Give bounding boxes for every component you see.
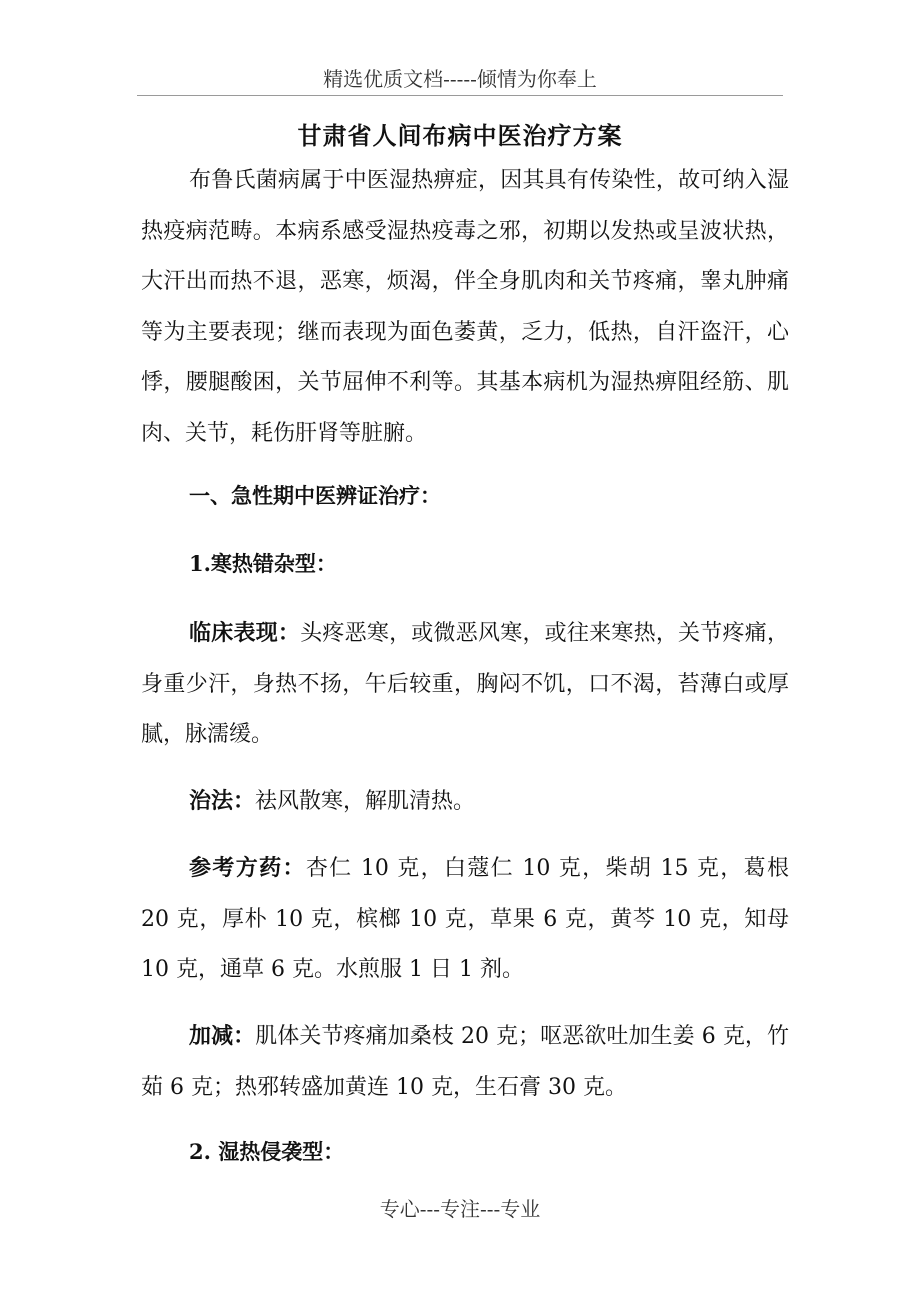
formula-text: 杏仁 10 克，白蔻仁 10 克，柴胡 15 克，葛根 20 克，厚朴 10 克，槟榔 10 克，草果 6 克，黄芩 10 克，知母 10 克，通草 6 克。水煎服 1 日 1 剂。 xyxy=(141,856,789,982)
modify-text: 肌体关节疼痛加桑枝 20 克；呕恶欲吐加生姜 6 克，竹茹 6 克；热邪转盛加黄连 10 克，生石膏 30 克。 xyxy=(141,1024,789,1100)
method-label: 治法： xyxy=(189,788,256,814)
page-header: 精选优质文档-----倾情为你奉上 xyxy=(323,67,597,91)
header-divider xyxy=(137,95,783,96)
method-text: 祛风散寒，解肌清热。 xyxy=(255,789,476,814)
intro-paragraph: 布鲁氏菌病属于中医湿热痹症，因其具有传染性，故可纳入湿热疫病范畴。本病系感受湿热疫毒之邪，初期以发热或呈波状热，大汗出而热不退，恶寒，烦渴，伴全身肌肉和关节疼痛，睾丸肿痛等为主要表现；继而表现为面色萎黄，乏力，低热，自汗盗汗，心悸，腰腿酸困，关节屈伸不利等。其基本病机为湿热痹阻经筋、肌肉、关节，耗伤肝肾等脏腑。 xyxy=(141,168,789,446)
modify-paragraph xyxy=(141,1011,789,1113)
clinical-text: 头疼恶寒，或微恶风寒，或往来寒热，关节疼痛，身重少汗，身热不扬，午后较重，胸闷不饥，口不渴，苔薄白或厚腻，脉濡缓。 xyxy=(141,621,789,747)
modify-label: 加减： xyxy=(189,1023,256,1049)
subheading-type2: 2. 湿热侵袭型： xyxy=(189,1139,345,1164)
clinical-paragraph xyxy=(141,608,789,761)
formula-label: 参考方药： xyxy=(189,855,306,881)
subheading-type1: 1.寒热错杂型： xyxy=(189,551,337,576)
formula-paragraph xyxy=(141,843,789,996)
clinical-label: 临床表现： xyxy=(189,620,301,646)
page-footer: 专心---专注---专业 xyxy=(379,1197,541,1221)
document-title: 甘肃省人间布病中医治疗方案 xyxy=(297,122,623,150)
method-paragraph xyxy=(141,776,789,828)
section-heading-acute: 一、急性期中医辨证治疗： xyxy=(189,484,441,508)
